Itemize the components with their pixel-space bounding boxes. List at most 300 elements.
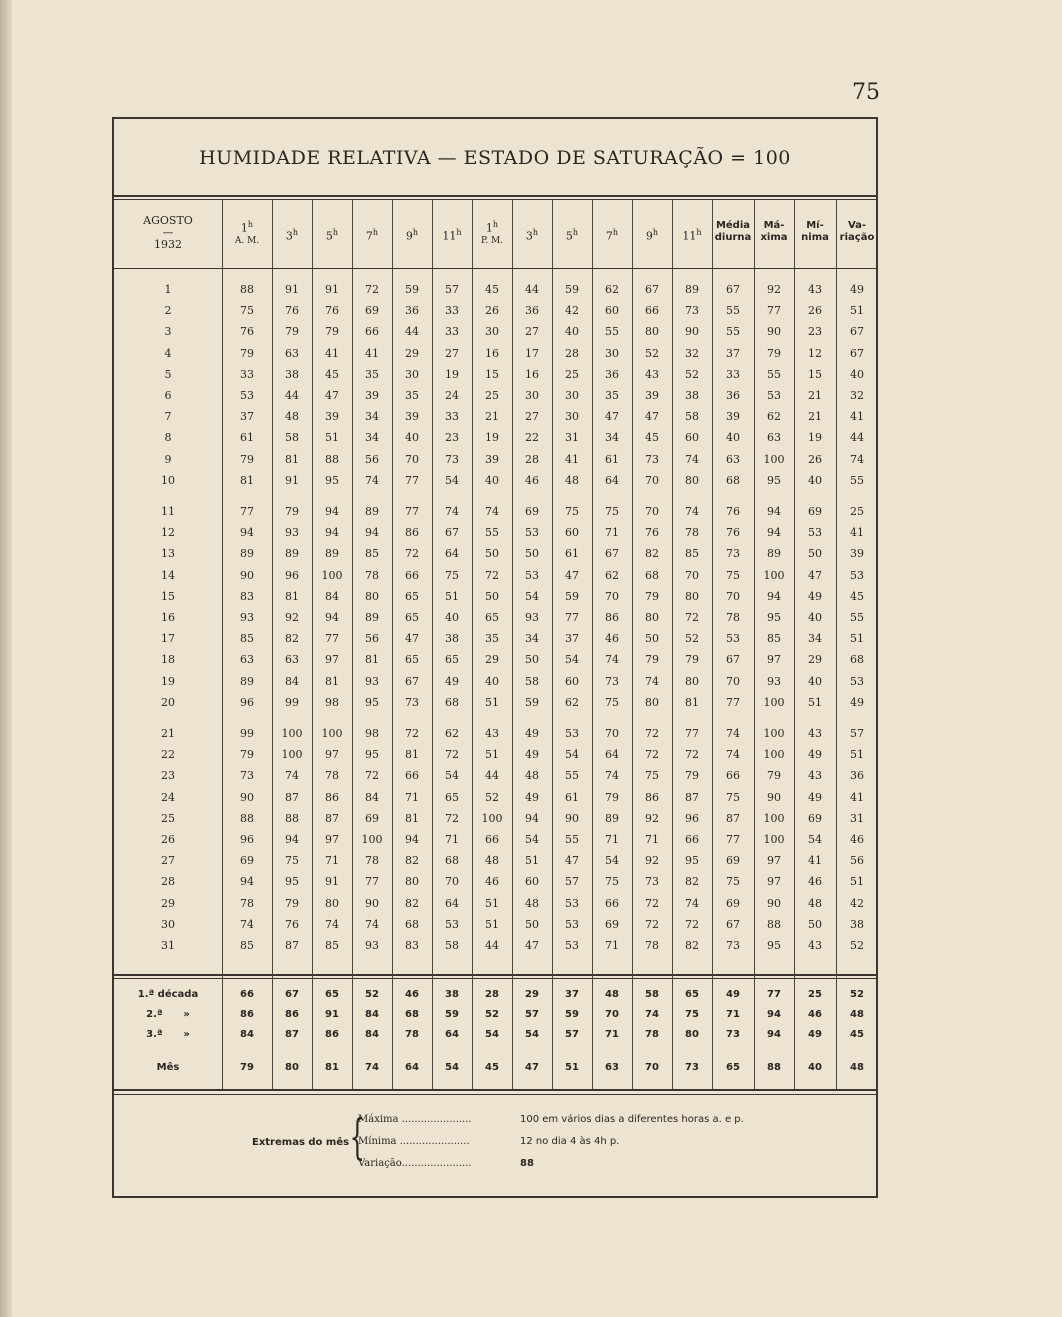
summary-cell: 81: [325, 1062, 339, 1073]
table-cell: 74: [850, 452, 864, 466]
column-divider: [512, 200, 513, 1090]
summary-cell: 45: [850, 1029, 864, 1040]
table-cell: 72: [685, 748, 699, 762]
summary-cell: 48: [850, 1009, 864, 1020]
summary-cell: 70: [645, 1062, 659, 1073]
summary-cell: 54: [485, 1029, 499, 1040]
table-cell: 48: [808, 896, 822, 910]
column-divider: [632, 200, 633, 1090]
summary-cell: 86: [285, 1009, 299, 1020]
table-cell: 69: [808, 505, 822, 518]
summary-cell: 70: [605, 1009, 619, 1020]
table-cell: 75: [645, 769, 659, 783]
table-cell: 95: [767, 611, 781, 624]
table-cell: 97: [325, 653, 339, 667]
table-cell: 43: [808, 727, 822, 740]
table-cell: 74: [726, 727, 740, 740]
day-label: 5: [164, 367, 172, 381]
table-cell: 62: [605, 568, 619, 582]
table-cell: 84: [285, 674, 299, 688]
table-cell: 22: [525, 431, 539, 445]
summary-cell: 59: [445, 1009, 459, 1020]
table-cell: 82: [685, 875, 699, 889]
table-cell: 27: [525, 410, 539, 424]
table-cell: 53: [808, 526, 822, 540]
table-cell: 74: [365, 473, 379, 487]
summary-cell: 37: [565, 989, 579, 1000]
table-cell: 35: [485, 632, 499, 646]
table-cell: 54: [565, 653, 579, 667]
table-cell: 90: [240, 568, 254, 582]
table-cell: 77: [240, 505, 254, 518]
table-cell: 37: [565, 632, 579, 646]
day-label: 24: [161, 790, 175, 804]
hour-label: 9$^h$: [645, 228, 659, 243]
table-cell: 52: [685, 367, 699, 381]
table-cell: 30: [405, 367, 419, 381]
table-cell: 51: [485, 695, 499, 709]
table-cell: 74: [685, 452, 699, 466]
period-label: P. M.: [480, 235, 504, 246]
table-cell: 100: [321, 568, 343, 582]
table-cell: 33: [445, 325, 459, 339]
table-cell: 30: [565, 389, 579, 402]
column-divider: [552, 200, 553, 1090]
table-cell: 50: [525, 653, 539, 667]
table-cell: 94: [240, 526, 254, 540]
table-cell: 44: [850, 431, 864, 445]
table-cell: 63: [767, 431, 781, 445]
table-cell: 55: [850, 473, 864, 487]
table-cell: 80: [365, 589, 379, 603]
table-cell: 51: [850, 748, 864, 762]
table-cell: 100: [763, 727, 785, 740]
table-cell: 99: [285, 695, 299, 709]
table-cell: 43: [485, 727, 499, 740]
table-cell: 39: [726, 410, 740, 424]
day-label: 8: [164, 431, 172, 445]
table-cell: 38: [285, 367, 299, 381]
column-divider: [712, 200, 713, 1090]
summary-cell: 51: [565, 1062, 579, 1073]
table-cell: 96: [240, 695, 254, 709]
table-cell: 51: [485, 748, 499, 762]
summary-cell: 29: [525, 989, 539, 1000]
summary-label: 2.ª »: [146, 1009, 190, 1020]
table-cell: 78: [240, 896, 254, 910]
table-cell: 66: [365, 325, 379, 339]
day-label: 26: [161, 833, 175, 846]
day-label: 25: [161, 811, 175, 825]
table-cell: 51: [525, 854, 539, 868]
day-label: 20: [161, 695, 175, 709]
table-cell: 54: [525, 833, 539, 846]
table-cell: 75: [445, 568, 459, 582]
summary-cell: 64: [405, 1062, 419, 1073]
table-cell: 35: [365, 367, 379, 381]
table-cell: 80: [645, 325, 659, 339]
summary-cell: 38: [445, 989, 459, 1000]
table-cell: 24: [445, 389, 459, 402]
table-cell: 45: [850, 589, 864, 603]
summary-cell: 78: [645, 1029, 659, 1040]
table-cell: 96: [240, 833, 254, 846]
table-cell: 69: [605, 917, 619, 931]
summary-cell: 94: [767, 1009, 781, 1020]
table-cell: 34: [808, 632, 822, 646]
table-cell: 88: [767, 917, 781, 931]
table-cell: 50: [485, 547, 499, 561]
table-cell: 94: [525, 811, 539, 825]
table-cell: 70: [645, 505, 659, 518]
table-cell: 67: [445, 526, 459, 540]
table-cell: 71: [405, 790, 419, 804]
table-cell: 50: [525, 547, 539, 561]
summary-cell: 54: [525, 1029, 539, 1040]
table-cell: 57: [565, 875, 579, 889]
table-cell: 68: [645, 568, 659, 582]
table-cell: 65: [445, 790, 459, 804]
table-cell: 74: [645, 674, 659, 688]
table-cell: 33: [240, 367, 254, 381]
day-label: 30: [161, 917, 175, 931]
summary-cell: 74: [645, 1009, 659, 1020]
table-cell: 74: [325, 917, 339, 931]
table-cell: 46: [605, 632, 619, 646]
table-cell: 53: [525, 568, 539, 582]
table-cell: 45: [485, 283, 499, 296]
table-cell: 37: [240, 410, 254, 424]
table-cell: 43: [808, 769, 822, 783]
table-cell: 74: [726, 748, 740, 762]
table-cell: 59: [565, 283, 579, 296]
table-cell: 66: [685, 833, 699, 846]
table-cell: 51: [485, 896, 499, 910]
table-cell: 80: [685, 674, 699, 688]
table-cell: 89: [365, 611, 379, 624]
table-cell: 92: [285, 611, 299, 624]
table-cell: 53: [565, 727, 579, 740]
summary-cell: 57: [525, 1009, 539, 1020]
table-cell: 100: [763, 748, 785, 762]
table-cell: 33: [445, 410, 459, 424]
table-cell: 79: [285, 896, 299, 910]
hour-header: [222, 219, 272, 247]
table-cell: 25: [565, 367, 579, 381]
table-cell: 79: [240, 452, 254, 466]
summary-cell: 47: [525, 1062, 539, 1073]
column-divider: [754, 200, 755, 1090]
table-cell: 100: [361, 833, 383, 846]
table-cell: 73: [240, 769, 254, 783]
summary-cell: 77: [767, 989, 781, 1000]
table-cell: 67: [645, 283, 659, 296]
extreme-min-name: Mínima ......................: [358, 1136, 470, 1147]
table-cell: 74: [605, 769, 619, 783]
summary-cell: 58: [645, 989, 659, 1000]
summary-cell: 94: [767, 1029, 781, 1040]
table-cell: 90: [767, 790, 781, 804]
table-cell: 33: [445, 304, 459, 318]
table-cell: 94: [285, 833, 299, 846]
table-cell: 80: [685, 589, 699, 603]
table-cell: 62: [565, 695, 579, 709]
table-cell: 88: [285, 811, 299, 825]
day-label: 31: [161, 939, 175, 952]
table-cell: 79: [240, 748, 254, 762]
day-label: 27: [161, 854, 175, 868]
page-number: 75: [852, 80, 880, 105]
table-cell: 49: [525, 727, 539, 740]
table-cell: 76: [240, 325, 254, 339]
table-cell: 55: [605, 325, 619, 339]
day-label: 22: [161, 748, 175, 762]
table-cell: 89: [325, 547, 339, 561]
table-cell: 88: [240, 283, 254, 296]
table-cell: 88: [325, 452, 339, 466]
table-cell: 67: [850, 325, 864, 339]
table-cell: 31: [850, 811, 864, 825]
table-cell: 69: [726, 854, 740, 868]
table-cell: 55: [565, 769, 579, 783]
hour-suffix: h: [612, 228, 619, 237]
table-cell: 36: [726, 389, 740, 402]
table-cell: 78: [325, 769, 339, 783]
summary-cell: 86: [240, 1009, 254, 1020]
table-cell: 41: [808, 854, 822, 868]
table-cell: 51: [850, 304, 864, 318]
table-cell: 70: [645, 473, 659, 487]
hour-header: [392, 227, 432, 243]
table-cell: 44: [405, 325, 419, 339]
table-cell: 85: [240, 939, 254, 952]
table-cell: 54: [445, 769, 459, 783]
table-cell: 47: [325, 389, 339, 402]
table-cell: 86: [405, 526, 419, 540]
table-cell: 80: [325, 896, 339, 910]
table-cell: 92: [645, 854, 659, 868]
summary-cell: 80: [685, 1029, 699, 1040]
table-cell: 79: [767, 346, 781, 360]
table-cell: 71: [605, 939, 619, 952]
stat-header-part: nima: [801, 232, 829, 243]
table-cell: 74: [240, 917, 254, 931]
table-cell: 71: [445, 833, 459, 846]
table-cell: 70: [405, 452, 419, 466]
table-cell: 47: [605, 410, 619, 424]
table-cell: 50: [525, 917, 539, 931]
extremes-brace: {: [349, 1109, 365, 1165]
table-cell: 90: [685, 325, 699, 339]
summary-label: 1.ª década: [137, 989, 199, 1000]
table-cell: 91: [325, 283, 339, 296]
table-cell: 40: [808, 473, 822, 487]
table-cell: 87: [285, 939, 299, 952]
table-cell: 30: [605, 346, 619, 360]
extreme-max-value: 100 em vários dias a diferentes horas a. e p.: [520, 1114, 744, 1125]
table-cell: 76: [645, 526, 659, 540]
table-cell: 89: [240, 674, 254, 688]
table-cell: 58: [685, 410, 699, 424]
table-cell: 40: [565, 325, 579, 339]
table-cell: 68: [445, 854, 459, 868]
table-cell: 44: [525, 283, 539, 296]
table-cell: 96: [285, 568, 299, 582]
table-cell: 70: [685, 568, 699, 582]
table-cell: 36: [525, 304, 539, 318]
extreme-min-value: 12 no dia 4 às 4h p.: [520, 1136, 620, 1147]
table-cell: 51: [445, 589, 459, 603]
table-cell: 76: [285, 304, 299, 318]
table-cell: 39: [365, 389, 379, 402]
summary-cell: 88: [767, 1062, 781, 1073]
table-cell: 78: [726, 611, 740, 624]
table-cell: 25: [850, 505, 864, 518]
table-cell: 86: [645, 790, 659, 804]
hour-label: 7$^h$: [605, 228, 619, 243]
table-cell: 48: [525, 769, 539, 783]
table-cell: 49: [808, 748, 822, 762]
table-cell: 74: [485, 505, 499, 518]
hour-label: 3$^h$: [285, 228, 299, 243]
hour-suffix: h: [492, 220, 499, 229]
table-cell: 19: [808, 431, 822, 445]
day-label: 29: [161, 896, 175, 910]
table-cell: 75: [605, 695, 619, 709]
table-cell: 75: [726, 790, 740, 804]
table-cell: 81: [285, 452, 299, 466]
day-label: 13: [161, 547, 175, 561]
hour-header: [472, 219, 512, 247]
table-cell: 53: [767, 389, 781, 402]
table-cell: 40: [485, 473, 499, 487]
hour-header: [552, 227, 592, 243]
table-cell: 77: [565, 611, 579, 624]
table-cell: 72: [485, 568, 499, 582]
table-cell: 91: [325, 875, 339, 889]
table-cell: 50: [808, 917, 822, 931]
day-label: 18: [161, 653, 175, 667]
header-rule: [114, 268, 876, 269]
table-cell: 50: [645, 632, 659, 646]
table-cell: 99: [240, 727, 254, 740]
table-cell: 67: [605, 547, 619, 561]
table-cell: 44: [485, 939, 499, 952]
table-cell: 39: [485, 452, 499, 466]
table-cell: 69: [525, 505, 539, 518]
table-cell: 69: [365, 811, 379, 825]
table-cell: 81: [685, 695, 699, 709]
hour-label: 9$^h$: [405, 228, 419, 243]
table-cell: 66: [485, 833, 499, 846]
hour-header: [672, 227, 712, 243]
table-cell: 49: [808, 589, 822, 603]
table-cell: 41: [565, 452, 579, 466]
extreme-var-value: 88: [520, 1158, 534, 1169]
month-header: [119, 215, 217, 251]
table-cell: 62: [767, 410, 781, 424]
table-cell: 91: [285, 473, 299, 487]
table-cell: 96: [685, 811, 699, 825]
summary-cell: 91: [325, 1009, 339, 1020]
table-cell: 52: [645, 346, 659, 360]
summary-cell: 84: [240, 1029, 254, 1040]
table-cell: 49: [850, 695, 864, 709]
hour-header: [352, 227, 392, 243]
table-cell: 86: [325, 790, 339, 804]
table-cell: 77: [685, 727, 699, 740]
table-cell: 40: [405, 431, 419, 445]
table-cell: 61: [240, 431, 254, 445]
table-cell: 70: [605, 589, 619, 603]
table-cell: 66: [405, 769, 419, 783]
table-cell: 72: [365, 283, 379, 296]
summary-cell: 68: [405, 1009, 419, 1020]
table-cell: 75: [605, 875, 619, 889]
summary-cell: 78: [405, 1029, 419, 1040]
table-cell: 79: [645, 589, 659, 603]
table-cell: 89: [767, 547, 781, 561]
table-cell: 93: [365, 674, 379, 688]
table-cell: 93: [365, 939, 379, 952]
summary-bottom-rule: [114, 1089, 876, 1091]
table-cell: 94: [767, 589, 781, 603]
table-cell: 26: [808, 304, 822, 318]
summary-cell: 48: [850, 1062, 864, 1073]
table-cell: 12: [808, 346, 822, 360]
table-cell: 72: [445, 811, 459, 825]
table-cell: 39: [325, 410, 339, 424]
table-cell: 74: [365, 917, 379, 931]
table-cell: 93: [525, 611, 539, 624]
table-cell: 75: [726, 875, 740, 889]
table-cell: 32: [685, 346, 699, 360]
table-cell: 63: [285, 346, 299, 360]
table-cell: 26: [808, 452, 822, 466]
table-cell: 49: [850, 283, 864, 296]
table-cell: 54: [605, 854, 619, 868]
table-cell: 19: [445, 367, 459, 381]
table-cell: 78: [365, 854, 379, 868]
table-cell: 34: [605, 431, 619, 445]
table-cell: 75: [726, 568, 740, 582]
title-rule: [114, 195, 876, 197]
table-cell: 92: [645, 811, 659, 825]
table-cell: 100: [281, 748, 303, 762]
table-cell: 79: [645, 653, 659, 667]
table-cell: 47: [405, 632, 419, 646]
table-cell: 51: [808, 695, 822, 709]
table-cell: 34: [525, 632, 539, 646]
table-cell: 100: [481, 811, 503, 825]
summary-cell: 86: [325, 1029, 339, 1040]
table-cell: 81: [365, 653, 379, 667]
table-cell: 97: [325, 833, 339, 846]
summary-cell: 75: [685, 1009, 699, 1020]
table-cell: 70: [726, 589, 740, 603]
table-cell: 45: [645, 431, 659, 445]
table-cell: 79: [285, 325, 299, 339]
hour-label: 11$^h$: [442, 228, 462, 243]
table-cell: 74: [685, 505, 699, 518]
table-cell: 77: [726, 833, 740, 846]
table-cell: 65: [405, 611, 419, 624]
hour-suffix: h: [572, 228, 579, 237]
table-cell: 74: [285, 769, 299, 783]
table-cell: 100: [281, 727, 303, 740]
table-cell: 16: [525, 367, 539, 381]
table-cell: 55: [767, 367, 781, 381]
